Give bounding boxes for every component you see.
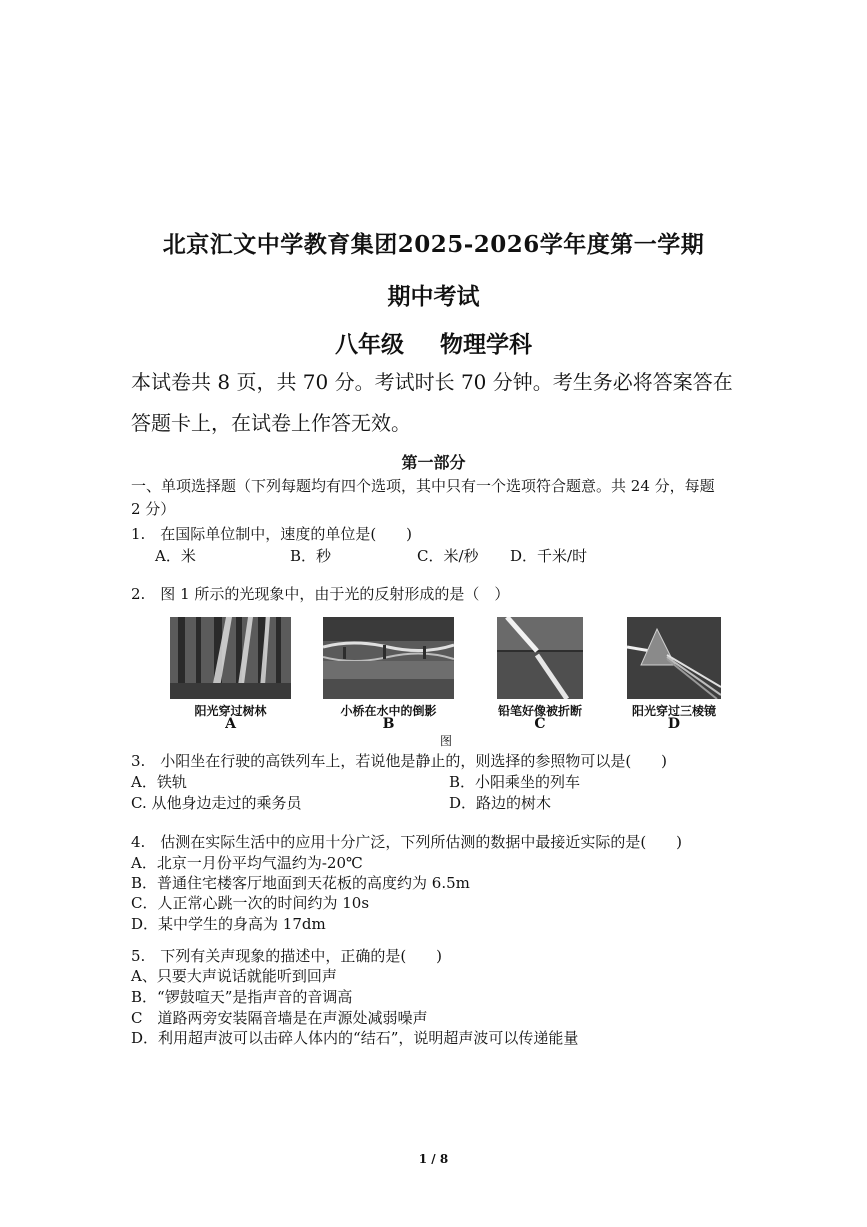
- question-4-option-d: D．某中学生的身高为 17dm: [131, 915, 326, 933]
- section-heading-line1: 一、单项选择题（下列每题均有四个选项，其中只有一个选项符合题意。共 24 分，每题: [131, 477, 715, 495]
- instructions-line1: 本试卷共 8 页，共 70 分。考试时长 70 分钟。考生务必将答案答在: [131, 370, 733, 394]
- part-title: 第一部分: [401, 453, 466, 472]
- question-3-option-b: B．小阳乘坐的列车: [449, 773, 581, 791]
- question-4-option-a: A．北京一月份平均气温约为-20℃: [131, 854, 363, 872]
- photo-c-letter: C: [534, 716, 546, 732]
- question-5-option-a: A、只要大声说话就能听到回声: [131, 967, 337, 985]
- question-1-stem: 1. 在国际单位制中，速度的单位是( ): [131, 525, 413, 543]
- question-1-option-b: B．秒: [290, 547, 332, 565]
- question-4-stem: 4. 估测在实际生活中的应用十分广泛，下列所估测的数据中最接近实际的是( ): [131, 833, 683, 851]
- photo-b-bridge-reflection-image: [323, 617, 454, 699]
- photo-a-forest-image: [170, 617, 291, 699]
- photo-b-letter: B: [382, 716, 395, 732]
- figure-label: 图: [440, 734, 453, 748]
- question-4-option-c: C．人正常心跳一次的时间约为 10s: [131, 894, 370, 912]
- exam-subtitle: 期中考试: [387, 283, 480, 310]
- section-heading-line2: 2 分）: [131, 500, 176, 518]
- question-3-stem: 3. 小阳坐在行驶的高铁列车上，若说他是静止的，则选择的参照物可以是( ): [131, 752, 668, 770]
- question-5-option-d: D．利用超声波可以击碎人体内的“结石”，说明超声波可以传递能量: [131, 1029, 579, 1047]
- question-3-option-c: C. 从他身边走过的乘务员: [131, 794, 302, 812]
- photo-b-caption: 小桥在水中的倒影: [340, 704, 437, 718]
- photo-d-prism-dispersion-image: [627, 617, 721, 699]
- instructions-line2: 答题卡上，在试卷上作答无效。: [131, 411, 411, 435]
- photo-d-caption: 阳光穿过三棱镜: [631, 704, 716, 718]
- page-number: 1 / 8: [418, 1152, 449, 1166]
- subject-label: 物理学科: [440, 331, 532, 358]
- photo-d-letter: D: [667, 716, 681, 732]
- question-1-option-c: C．米/秒: [417, 547, 479, 565]
- question-1-option-a: A．米: [155, 547, 196, 565]
- photo-c-caption: 铅笔好像被折断: [497, 704, 582, 718]
- photo-c-pencil-refraction-image: [497, 617, 583, 699]
- question-3-option-d: D．路边的树木: [449, 794, 552, 812]
- question-3-option-a: A．铁轨: [131, 773, 187, 791]
- question-1-option-d: D．千米/时: [510, 547, 588, 565]
- exam-title: 北京汇文中学教育集团2025-2026学年度第一学期: [162, 231, 705, 258]
- question-5-stem: 5. 下列有关声现象的描述中，正确的是( ): [131, 947, 443, 965]
- grade-subject: [0, 326, 867, 359]
- grade-label: 八年级: [335, 331, 404, 358]
- question-2-stem: 2. 图 1 所示的光现象中，由于光的反射形成的是（ ）: [131, 585, 510, 603]
- question-5-option-c: C 道路两旁安装隔音墙是在声源处减弱噪声: [131, 1009, 428, 1027]
- question-5-option-b: B．“锣鼓喧天”是指声音的音调高: [131, 988, 353, 1006]
- photo-a-letter: A: [225, 716, 236, 732]
- question-4-option-b: B．普通住宅楼客厅地面到天花板的高度约为 6.5m: [131, 874, 470, 892]
- photo-a-caption: 阳光穿过树林: [194, 704, 267, 718]
